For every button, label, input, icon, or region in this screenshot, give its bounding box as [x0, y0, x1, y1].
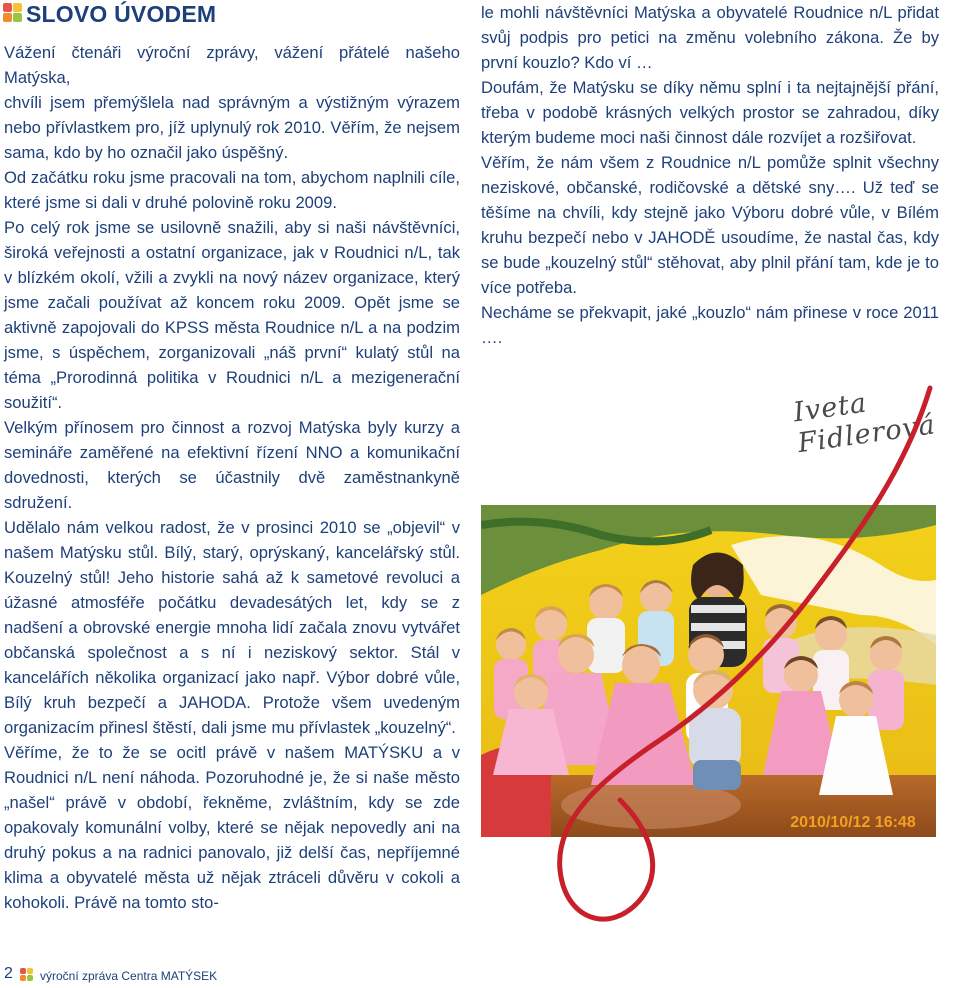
right-text-column: [481, 0, 939, 350]
matysek-logo-icon: [3, 3, 23, 23]
paragraph: Necháme se překvapit, jaké „kouzlo“ nám přinese v roce 2011 ….: [481, 303, 939, 347]
page-title: SLOVO ÚVODEM: [26, 1, 217, 27]
left-text-column: [4, 40, 460, 915]
group-photo: [481, 505, 936, 837]
paragraph: Velkým přínosem pro činnost a rozvoj Matýska byly kurzy a semináře zaměřené na efektivní řízení NNO a komunikační dovednosti, kterých se účastnily dvě zaměstnankyně sdružení.: [4, 418, 460, 512]
matysek-logo-icon: [20, 968, 34, 982]
photo-timestamp: 2010/10/12 16:48: [790, 814, 916, 831]
paragraph: Věříme, že to že se ocitl právě v našem MATÝSKU a v Roudnici n/L není náhoda. Pozoruhodné je, že si naše město „našel“ právě v období, řekněme, zvláštním, kdy se zde opakovaly komunální volby, které se nějak nepovedly ani na druhý pokus a na radnici panovalo, již delší čas, nepříjemné klima a obyvatelé města už nějak ztráceli důvěru v cokoli a kohokoli. Právě na tomto sto-: [4, 743, 460, 912]
paragraph: le mohli návštěvníci Matýska a obyvatelé Roudnice n/L přidat svůj podpis pro petici na změnu volebního zákona. Že by první kouzlo? Kdo ví …: [481, 3, 939, 72]
page-number: 2: [4, 965, 13, 982]
footer-text: výroční zpráva Centra MATÝSEK: [40, 969, 218, 983]
paragraph: Po celý rok jsme se usilovně snažili, aby si naši návštěvníci, široká veřejnosti a ostatní organizace, jak v Roudnici n/L, tak v blízkém okolí, vžili a zvykli na nový název organizace, který jsme začali používat až koncem roku 2009. Opět jsme se aktivně zapojovali do KPSS města Roudnice n/L a na podzim jsme, s úspěchem, zorganizovali „náš první“ kulatý stůl na téma „Prorodinná politika v Roudnici n/L a mezigenerační soužití“.: [4, 218, 460, 412]
paragraph: Vážení čtenáři výroční zprávy, vážení přátelé našeho Matýska,: [4, 43, 460, 87]
paragraph: Od začátku roku jsme pracovali na tom, abychom naplnili cíle, které jsme si dali v druhé polovině roku 2009.: [4, 168, 460, 212]
paragraph: Udělalo nám velkou radost, že v prosinci 2010 se „objevil“ v našem Matýsku stůl. Bílý, starý, oprýskaný, kancelářský stůl. Kouzelný stůl! Jeho historie sahá až k sametové revoluci a úžasné atmosféře počátku devadesátých let, kdy se z nadšení a obrovské energie mnoha lidí začala znovu vytvářet občanská společnost a s ní i neziskový sektor. Stál v kancelářích několika organizací jako např. Výbor dobré vůle, Bílý kruh bezpečí a JAHODA. Protože všem uvedeným organizacím přinesl štěstí, dali jsme mu přívlastek „kouzelný“.: [4, 518, 460, 737]
signature: Iveta Fidlerová: [791, 387, 938, 460]
paragraph: chvíli jsem přemýšlela nad správným a výstižným výrazem nebo přívlastkem pro, jíž uplynulý rok 2010. Věřím, že nejsem sama, kdo by ho označil jako úspěšný.: [4, 93, 460, 162]
paragraph: Věřím, že nám všem z Roudnice n/L pomůže splnit všechny neziskové, občanské, rodičovské a dětské sny…. Už teď se těšíme na chvíli, kdy stejně jako Výboru dobré vůle, v Bílém kruhu bezpečí nebo v JAHODĚ usoudíme, že nastal čas, kdy se bude „kouzelný stůl“ stěhovat, aby plnil přání tam, kde je to více potřeba.: [481, 153, 939, 297]
paragraph: Doufám, že Matýsku se díky němu splní i ta nejtajnější přání, třeba v podobě krásných velkých prostor se zahradou, díky kterým budeme moci naši činnost dále rozvíjet a rozšiřovat.: [481, 78, 939, 147]
